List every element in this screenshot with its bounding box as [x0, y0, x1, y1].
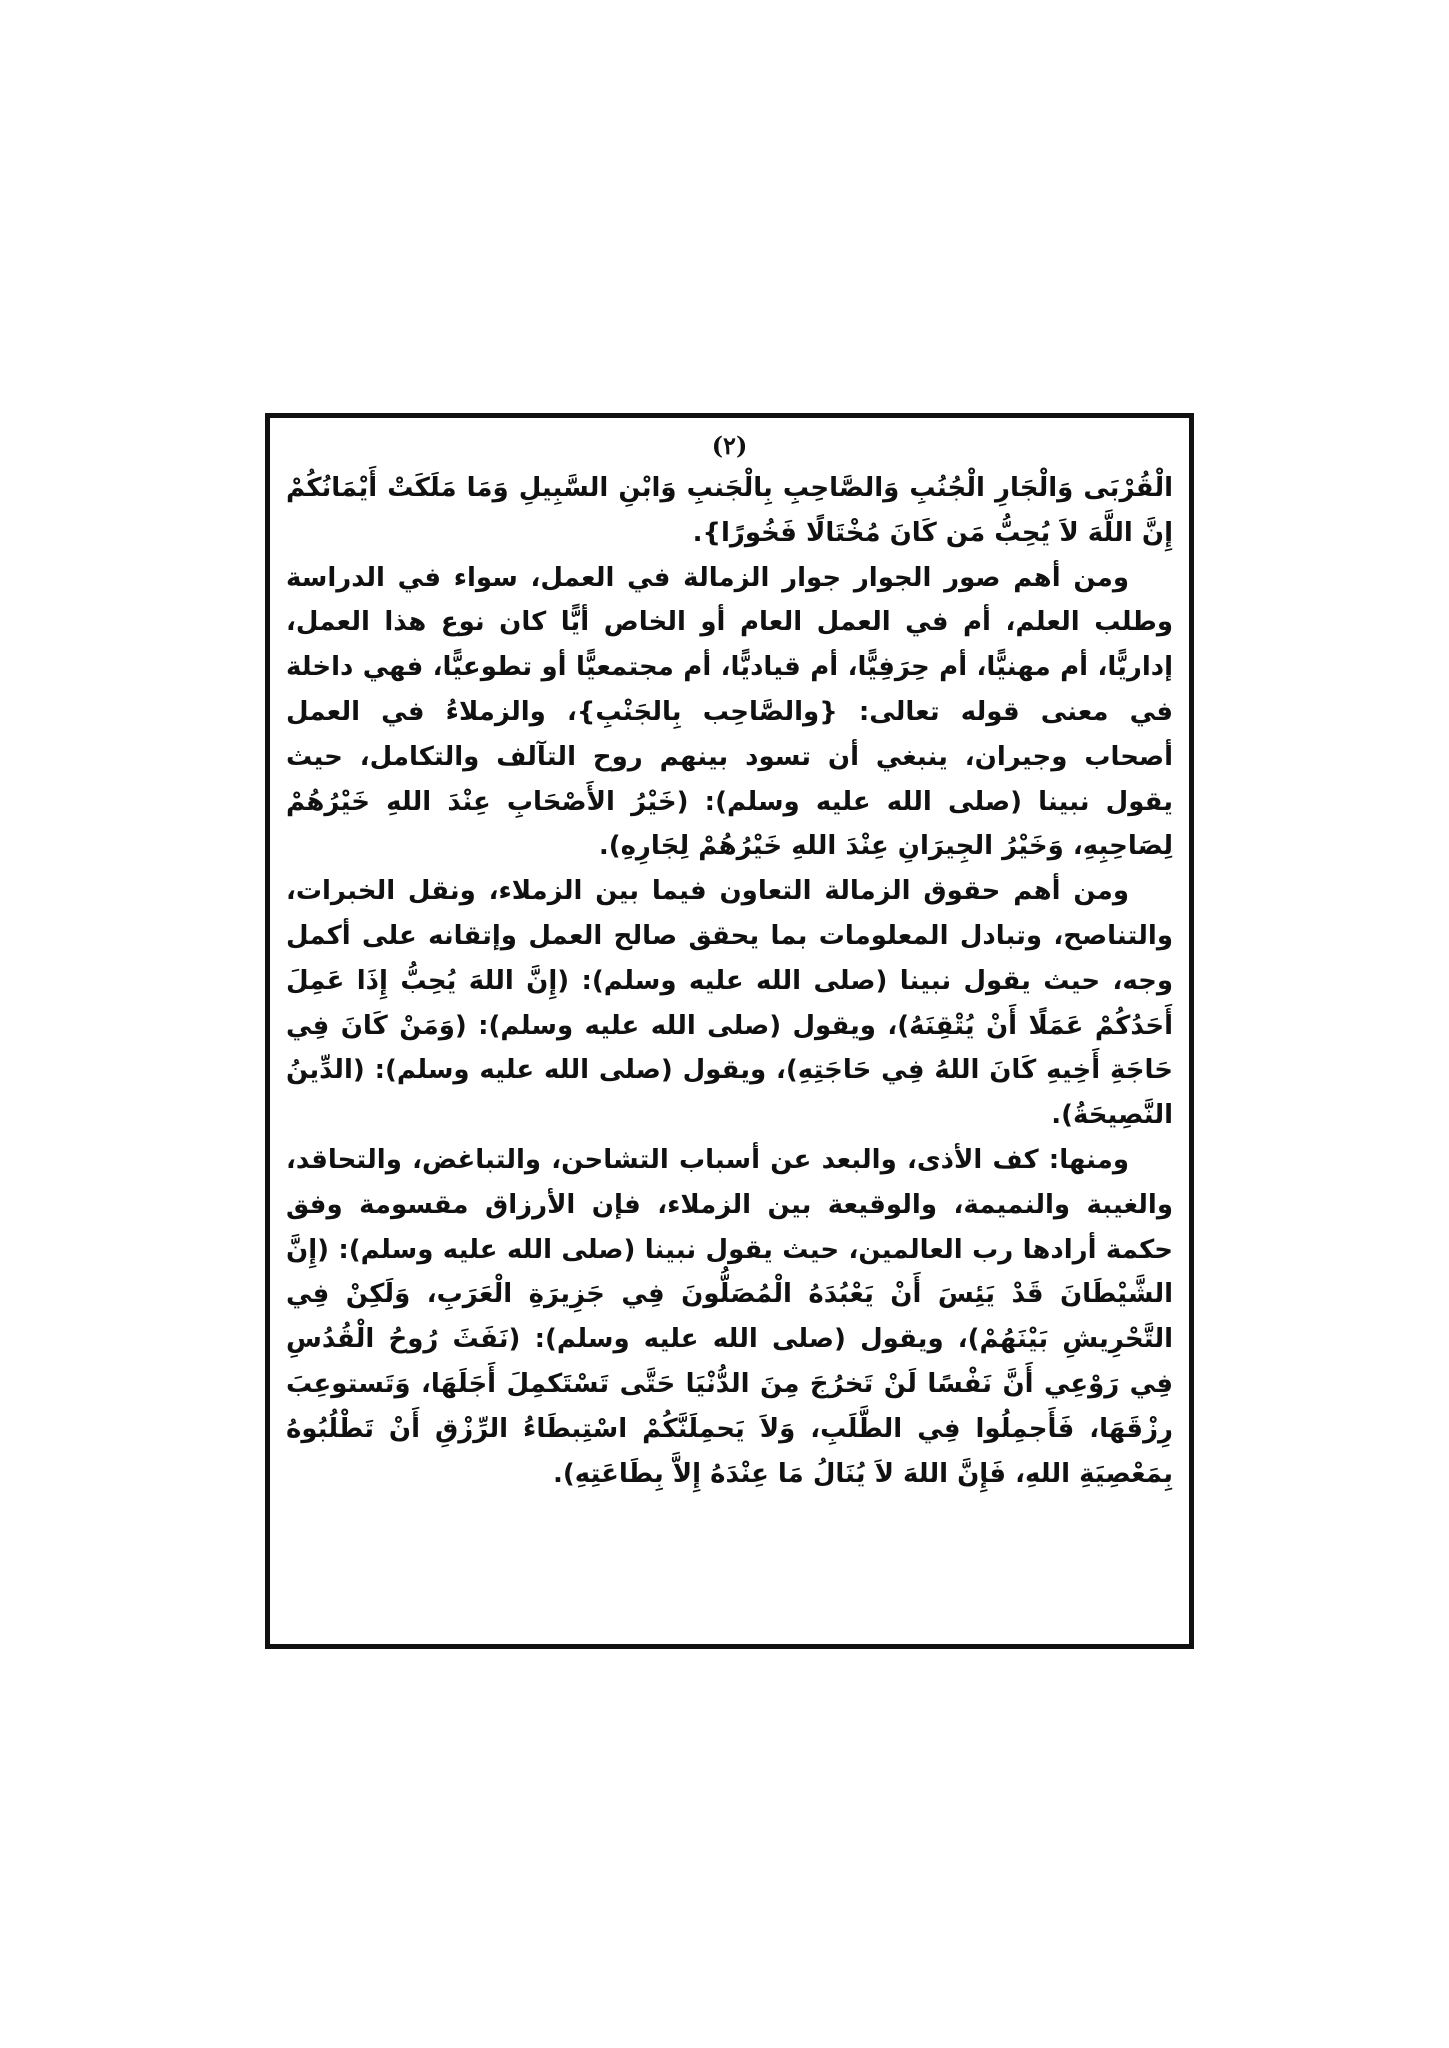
- paragraph-work-neighbors: ومن أهم صور الجوار جوار الزمالة في العمل، سواء في الدراسة وطلب العلم، أم في العمل العام أو الخاص أيًّا كان نوع هذا العمل، إداريًّا، أم مهنيًّا، أم حِرَفِيًّا، أم قياديًّا، أم مجتمعيًّا أو تطوعيًّا، فهي داخلة في معنى قوله تعالى: {والصَّاحِب بِالجَنْبِ}، والزملاءُ في العمل أصحاب وجيران، ينبغي أن تسود بينهم روح التآلف والتكامل، حيث يقول نبينا (صلى الله عليه وسلم): (خَيْرُ الأَصْحَابِ عِنْدَ اللهِ خَيْرُهُمْ لِصَاحِبِهِ، وَخَيْرُ الجِيرَانِ عِنْدَ اللهِ خَيْرُهُمْ لِجَارِهِ).: [286, 562, 1173, 862]
- paragraph-avoid-harm: ومنها: كف الأذى، والبعد عن أسباب التشاحن، والتباغض، والتحاقد، والغيبة والنميمة، والوقيعة بين الزملاء، فإن الأرزاق مقسومة وفق حكمة أرادها رب العالمين، حيث يقول نبينا (صلى الله عليه وسلم): (إِنَّ الشَّيْطَانَ قَدْ يَئِسَ أَنْ يَعْبُدَهُ الْمُصَلُّونَ فِي جَزِيرَةِ الْعَرَبِ، وَلَكِنْ فِي التَّحْرِيشِ بَيْنَهُمْ)، ويقول (صلى الله عليه وسلم): (نَفَثَ رُوحُ الْقُدُسِ فِي رَوْعِي أَنَّ نَفْسًا لَنْ تَخرُجَ مِنَ الدُّنْيَا حَتَّى تَسْتَكمِلَ أَجَلَهَا، وَتَستوعِبَ رِزْقَهَا، فَأَجمِلُوا فِي الطَّلَبِ، وَلاَ يَحمِلَنَّكُمْ اسْتِبطَاءُ الرِّزْقِ أَنْ تَطْلُبُوهُ بِمَعْصِيَةِ اللهِ، فَإِنَّ اللهَ لاَ يُنَالُ مَا عِنْدَهُ إِلاَّ بِطَاعَتِهِ).: [286, 1144, 1173, 1489]
- page-border-frame: [265, 413, 1194, 1649]
- paragraph-colleague-rights: ومن أهم حقوق الزمالة التعاون فيما بين الزملاء، ونقل الخبرات، والتناصح، وتبادل المعلومات بما يحقق صالح العمل وإتقانه على أكمل وجه، حيث يقول نبينا (صلى الله عليه وسلم): (إِنَّ اللهَ يُحِبُّ إِذَا عَمِلَ أَحَدُكُمْ عَمَلًا أَنْ يُتْقِنَهُ)، ويقول (صلى الله عليه وسلم): (وَمَنْ كَانَ فِي حَاجَةِ أَخِيهِ كَانَ اللهُ فِي حَاجَتِهِ)، ويقول (صلى الله عليه وسلم): (الدِّينُ النَّصِيحَةُ).: [286, 876, 1173, 1131]
- page-number: (٢): [711, 431, 748, 460]
- paragraph-quran-verse: الْقُرْبَى وَالْجَارِ الْجُنُبِ وَالصَّاحِبِ بِالْجَنبِ وَابْنِ السَّبِيلِ وَمَا مَلَكَتْ أَيْمَانُكُمْ إِنَّ اللَّهَ لاَ يُحِبُّ مَن كَانَ مُخْتَالًا فَخُورًا}.: [286, 473, 1173, 548]
